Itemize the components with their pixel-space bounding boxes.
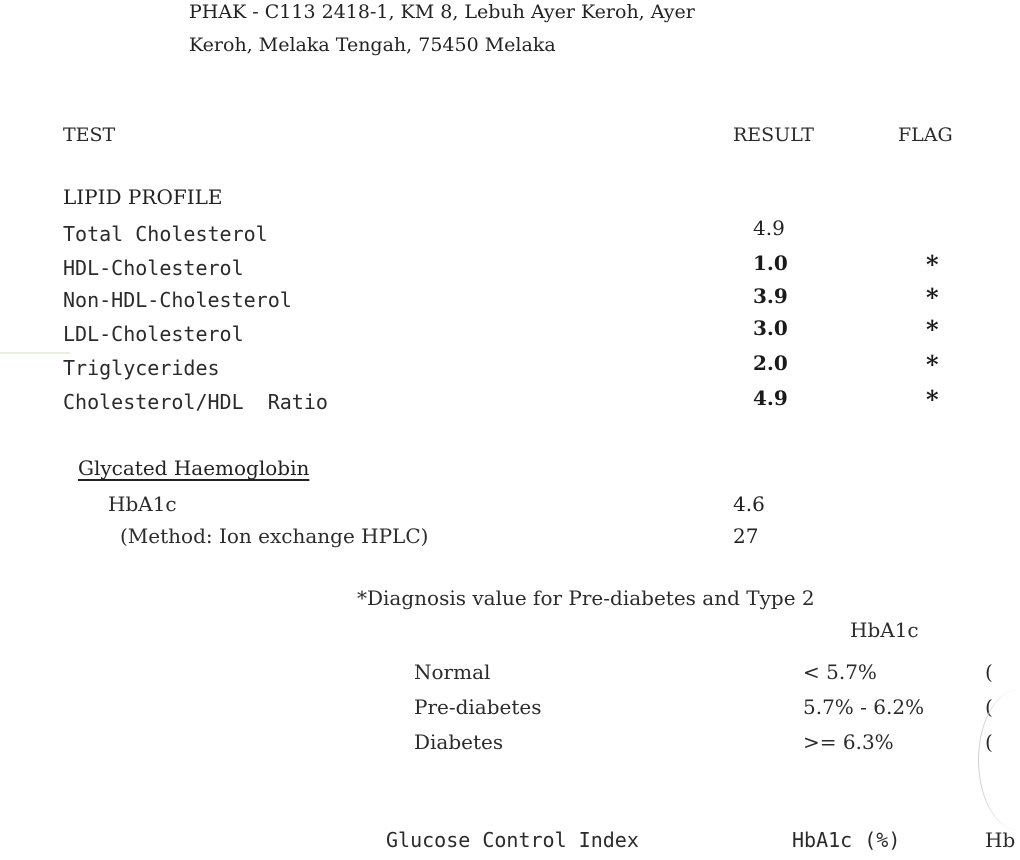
glucose-control-index-label: Glucose Control Index — [386, 828, 639, 852]
diagnosis-row-label: Diabetes — [414, 730, 504, 754]
diagnosis-row-value: >= 6.3% — [803, 730, 894, 754]
diagnosis-row-value: 5.7% - 6.2% — [803, 695, 925, 719]
table-row-result: 4.9 — [753, 386, 788, 410]
column-header-flag: FLAG — [898, 124, 953, 146]
diagnosis-column-header: HbA1c — [850, 618, 919, 642]
diagnosis-row-extra: ( — [985, 730, 993, 754]
table-row-result: 1.0 — [753, 251, 788, 275]
glucose-control-col-hba1c: HbA1c (%) — [792, 828, 901, 852]
lipid-profile-heading: LIPID PROFILE — [63, 185, 223, 209]
table-row-result: 4.6 — [733, 492, 765, 516]
table-row-name: Triglycerides — [63, 356, 220, 380]
diagnosis-row-extra: ( — [985, 695, 993, 719]
glycated-haemoglobin-heading: Glycated Haemoglobin — [78, 456, 310, 480]
diagnosis-row-label: Pre-diabetes — [414, 695, 542, 719]
table-row-name: HbA1c — [108, 492, 177, 516]
scan-artifact-line — [0, 352, 70, 354]
flag-asterisk: * — [926, 315, 939, 344]
table-row-result: 27 — [733, 524, 759, 548]
column-header-result: RESULT — [733, 124, 814, 146]
table-row-name: LDL-Cholesterol — [63, 322, 244, 346]
table-row-result: 3.9 — [753, 284, 788, 308]
diagnosis-row-value: < 5.7% — [803, 660, 877, 684]
flag-asterisk: * — [926, 385, 939, 414]
column-header-test: TEST — [63, 124, 116, 146]
lab-address-line-1: PHAK - C113 2418-1, KM 8, Lebuh Ayer Keroh, Ayer — [189, 1, 695, 23]
table-row-name: Non-HDL-Cholesterol — [63, 288, 292, 312]
table-row-name: Total Cholesterol — [63, 222, 268, 246]
lab-address-line-2: Keroh, Melaka Tengah, 75450 Melaka — [189, 34, 556, 56]
table-row-result: 4.9 — [753, 216, 785, 240]
table-row-name: HDL-Cholesterol — [63, 256, 244, 280]
table-row-name: Cholesterol/HDL Ratio — [63, 390, 328, 414]
table-row-result: 3.0 — [753, 316, 788, 340]
table-row-name: (Method: Ion exchange HPLC) — [120, 524, 429, 548]
flag-asterisk: * — [926, 250, 939, 279]
flag-asterisk: * — [926, 283, 939, 312]
glucose-control-col-hb: Hb — [985, 828, 1016, 852]
table-row-result: 2.0 — [753, 351, 788, 375]
diagnosis-title: *Diagnosis value for Pre-diabetes and Type 2 — [357, 586, 815, 610]
diagnosis-row-label: Normal — [414, 660, 491, 684]
flag-asterisk: * — [926, 350, 939, 379]
diagnosis-row-extra: ( — [985, 660, 993, 684]
